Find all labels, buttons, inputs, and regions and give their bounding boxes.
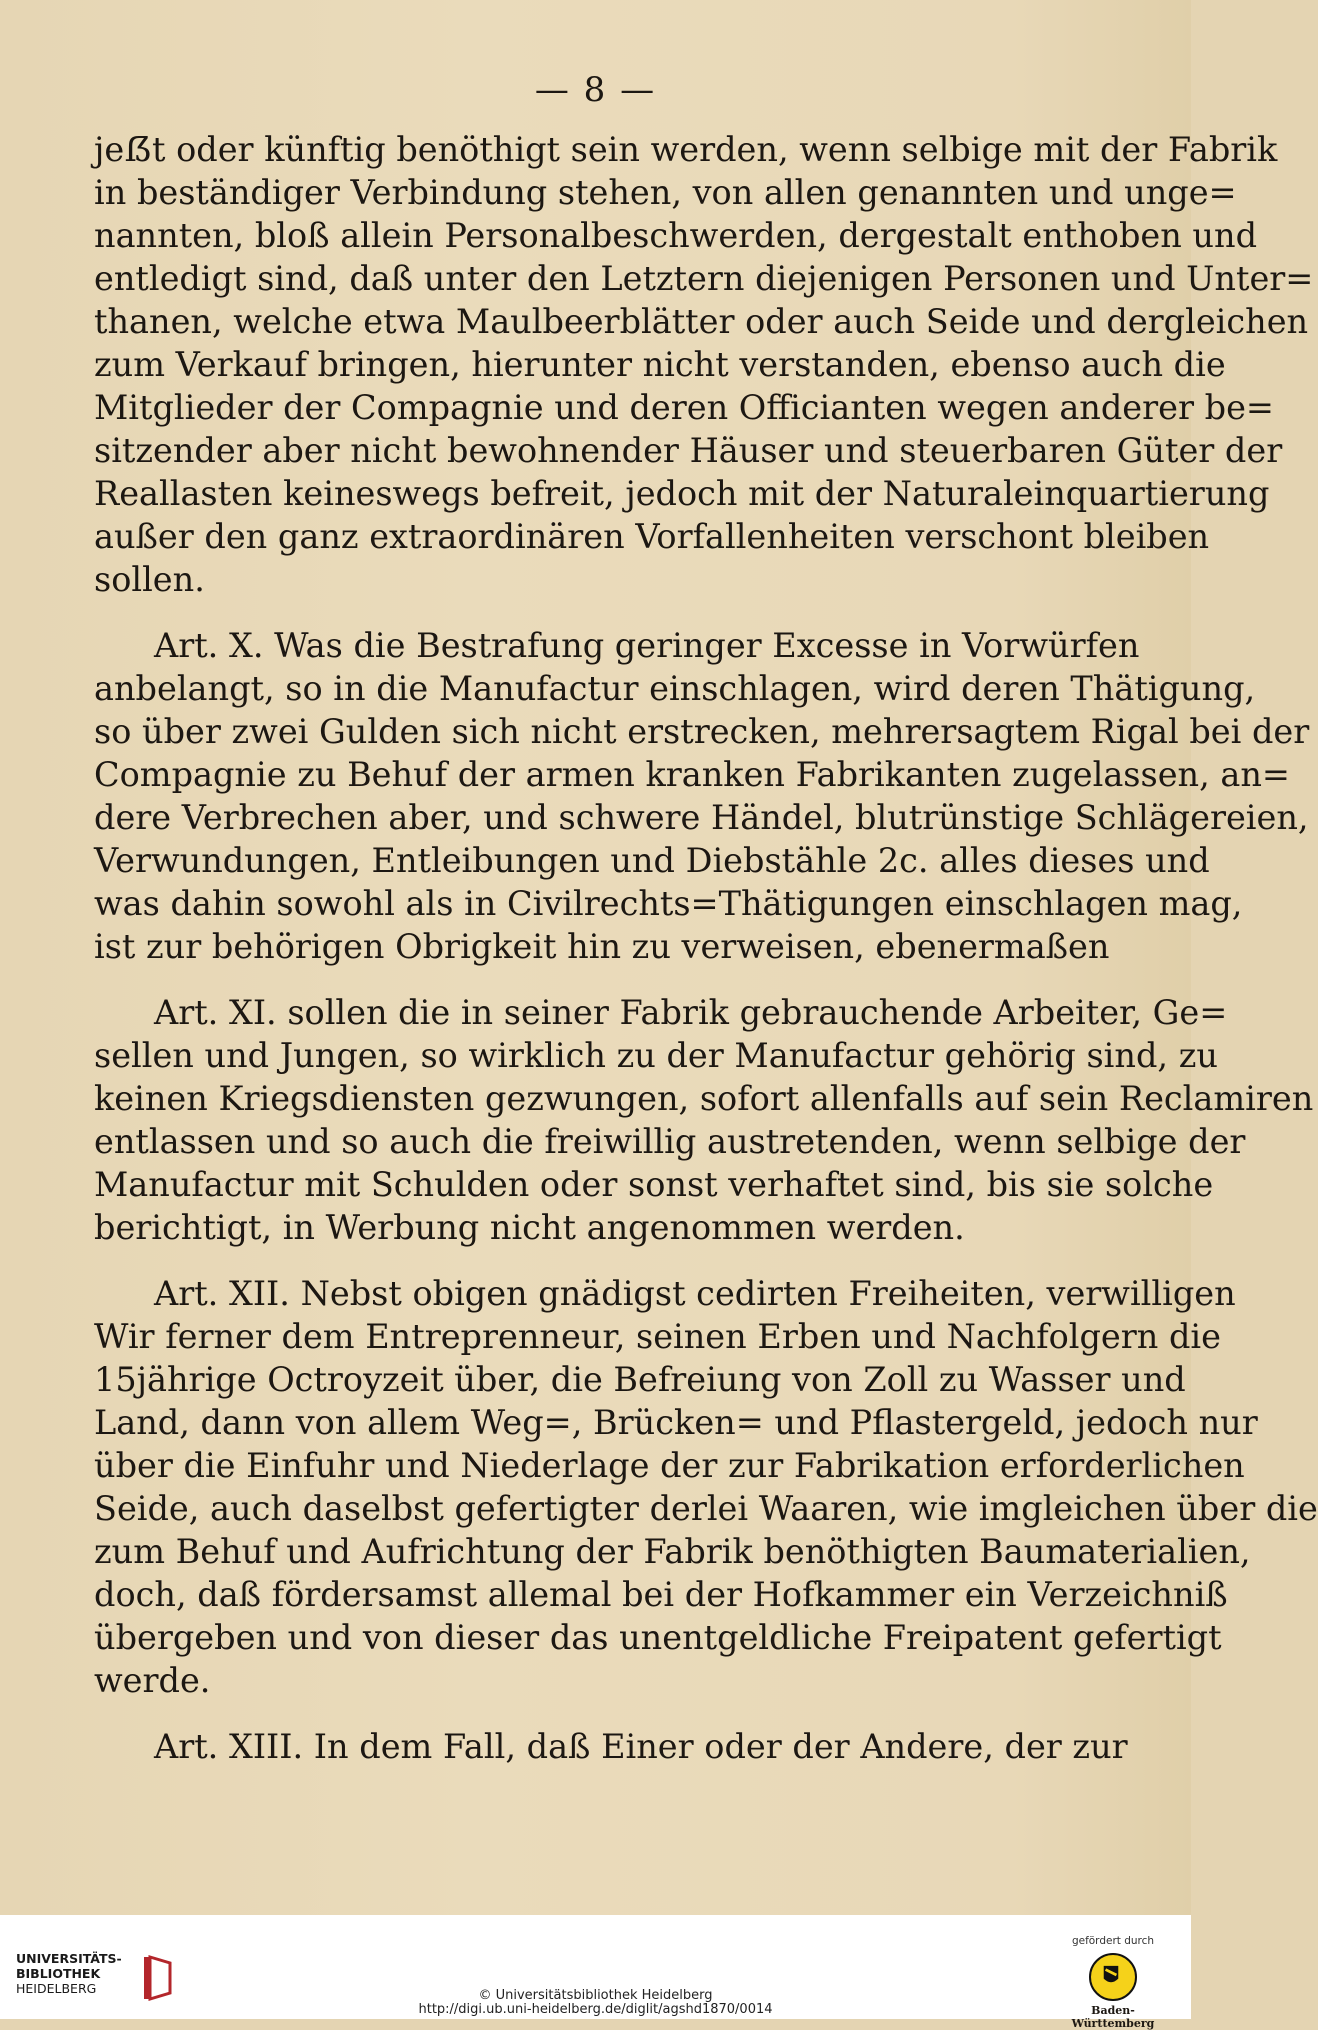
text-line: thanen, welche etwa Maulbeerblätter oder auch Seide und dergleichen	[94, 302, 1309, 341]
library-name-line2: BIBLIOTHEK	[16, 1966, 101, 1981]
paragraph-gap	[94, 1249, 1054, 1272]
text-line: dere Verbrechen aber, und schwere Händel, blutrünstige Schlägereien,	[94, 798, 1309, 837]
document-body	[94, 128, 1318, 1768]
text-line: keinen Kriegsdiensten gezwungen, sofort allenfalls auf sein Reclamiren	[94, 1079, 1314, 1118]
text-line: Reallasten keineswegs befreit, jedoch mit der Naturaleinquartierung	[94, 474, 1270, 513]
text-line: Land, dann von allem Weg=, Brücken= und Pflastergeld, jedoch nur	[94, 1403, 1258, 1442]
text-line: nannten, bloß allein Personalbeschwerden, dergestalt enthoben und	[94, 216, 1258, 255]
text-line: jeẞt oder künftig benöthigt sein werden, wenn selbige mit der Fabrik	[94, 130, 1278, 169]
paragraph	[94, 1725, 1128, 1768]
text-line: zum Behuf und Aufrichtung der Fabrik benöthigten Baumaterialien,	[94, 1532, 1251, 1571]
text-line: über die Einfuhr und Niederlage der zur Fabrikation erforderlichen	[94, 1446, 1245, 1485]
page-number: — 8 —	[534, 70, 657, 110]
text-line: Art. XI. sollen die in seiner Fabrik gebrauchende Arbeiter, Ge=	[154, 993, 1228, 1032]
copyright-text: © Universitätsbibliothek Heidelberg	[478, 1988, 713, 2003]
text-line: so über zwei Gulden sich nicht erstrecken, mehrersagtem Rigal bei der	[94, 712, 1310, 751]
text-line: übergeben und von dieser das unentgeldliche Freipatent gefertigt	[94, 1618, 1222, 1657]
text-line: ist zur behörigen Obrigkeit hin zu verweisen, ebenermaßen	[94, 927, 1110, 966]
text-line: sitzender aber nicht bewohnender Häuser und steuerbaren Güter der	[94, 431, 1283, 470]
funder-label: gefördert durch	[1071, 1935, 1155, 1947]
text-line: in beständiger Verbindung stehen, von allen genannten und unge=	[94, 173, 1237, 212]
text-line: sollen.	[94, 560, 205, 599]
text-line: zum Verkauf bringen, hierunter nicht verstanden, ebenso auch die	[94, 345, 1226, 384]
text-line: entledigt sind, daß unter den Letztern diejenigen Personen und Unter=	[94, 259, 1314, 298]
coat-of-arms-icon	[1089, 1953, 1137, 2001]
paragraph	[94, 991, 1314, 1249]
text-line: außer den ganz extraordinären Vorfallenheiten verschont bleiben	[94, 517, 1210, 556]
text-line: Compagnie zu Behuf der armen kranken Fabrikanten zugelassen, an=	[94, 755, 1291, 794]
paragraph-gap	[94, 601, 1054, 624]
paragraph-gap	[94, 968, 1054, 991]
paragraph	[94, 624, 1310, 968]
funder-block[interactable]	[1053, 1935, 1173, 2030]
text-line: 15jährige Octroyzeit über, die Befreiung von Zoll zu Wasser und	[94, 1360, 1186, 1399]
text-line: sellen und Jungen, so wirklich zu der Manufactur gehörig sind, zu	[94, 1036, 1218, 1075]
library-name-line1: UNIVERSITÄTS-	[16, 1951, 122, 1966]
text-line: Art. XII. Nebst obigen gnädigst cedirten Freiheiten, verwilligen	[154, 1274, 1236, 1313]
text-line: entlassen und so auch die freiwillig austretenden, wenn selbige der	[94, 1122, 1246, 1161]
text-line: Art. XIII. In dem Fall, daß Einer oder der Andere, der zur	[154, 1727, 1128, 1766]
text-line: was dahin sowohl als in Civilrechts=Thätigungen einschlagen mag,	[94, 884, 1243, 923]
text-line: Manufactur mit Schulden oder sonst verhaftet sind, bis sie solche	[94, 1165, 1214, 1204]
text-line: Wir ferner dem Entreprenneur, seinen Erben und Nachfolgern die	[94, 1317, 1221, 1356]
paragraph	[94, 128, 1314, 601]
text-line: werde.	[94, 1661, 211, 1700]
text-line: Art. X. Was die Bestrafung geringer Excesse in Vorwürfen	[154, 626, 1140, 665]
funder-name: Baden-Württemberg	[1071, 2004, 1155, 2030]
library-name-line3: HEIDELBERG	[16, 1981, 97, 1996]
text-line: anbelangt, so in die Manufactur einschlagen, wird deren Thätigung,	[94, 669, 1256, 708]
viewer-footer	[0, 1915, 1191, 2030]
paragraph	[94, 1272, 1318, 1702]
text-line: Seide, auch daselbst gefertigter derlei Waaren, wie imgleichen über die	[94, 1489, 1318, 1528]
text-line: Verwundungen, Entleibungen und Diebstähle 2c. alles dieses und	[94, 841, 1210, 880]
text-line: berichtigt, in Werbung nicht angenommen werden.	[94, 1208, 965, 1247]
paragraph-gap	[94, 1702, 1054, 1725]
text-line: doch, daß fördersamst allemal bei der Hofkammer ein Verzeichniß	[94, 1575, 1228, 1614]
text-line: Mitglieder der Compagnie und deren Officianten wegen anderer be=	[94, 388, 1274, 427]
permalink-url[interactable]: http://digi.ub.uni-heidelberg.de/diglit/agshd1870/0014	[418, 2002, 773, 2017]
